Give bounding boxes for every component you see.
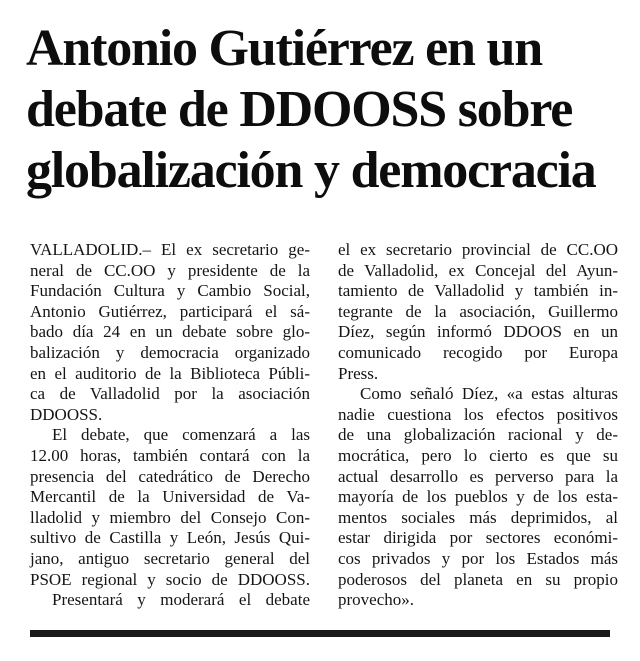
headline-line: Antonio Gutiérrez en un xyxy=(26,20,542,77)
body-line: tamiento de Valladolid y también in- xyxy=(338,281,618,301)
headline xyxy=(26,18,626,201)
article-right-column xyxy=(338,240,618,611)
body-line: Mercantil de la Universidad de Va- xyxy=(30,487,310,507)
body-line: Press. xyxy=(338,363,379,383)
headline-line: globalización y democracia xyxy=(26,142,596,199)
body-line: sultivo de Castilla y León, Jesús Qui- xyxy=(30,528,310,548)
body-line: bado día 24 en un debate sobre glo- xyxy=(30,322,310,342)
body-line: 12.00 horas, también contará con la xyxy=(30,445,310,465)
bottom-rule xyxy=(30,630,610,637)
body-line: de Valladolid, ex Concejal del Ayun- xyxy=(338,260,618,280)
body-line: cos privados y por los Estados más xyxy=(338,548,618,568)
body-line: nadie cuestiona los efectos positivos xyxy=(338,404,618,424)
body-line: VALLADOLID.– El ex secretario ge- xyxy=(30,240,310,259)
body-line: PSOE regional y socio de DDOOSS. xyxy=(30,569,310,589)
body-line: comunicado recogido por Europa xyxy=(338,342,618,362)
body-line: lladolid y miembro del Consejo Con- xyxy=(30,507,310,527)
body-line: el ex secretario provincial de CC.OO xyxy=(338,240,618,259)
body-line: Fundación Cultura y Cambio Social, xyxy=(30,281,310,301)
body-line: DDOOSS. xyxy=(30,404,103,424)
body-line: tegrante de la asociación, Guillermo xyxy=(338,301,618,321)
body-line: en el auditorio de la Biblioteca Públi- xyxy=(30,363,310,383)
headline-line: debate de DDOOSS sobre xyxy=(26,81,573,138)
body-line: mayoría de los pueblos y de los esta- xyxy=(338,487,618,507)
body-line: Presentará y moderará el debate xyxy=(52,590,310,610)
body-line: neral de CC.OO y presidente de la xyxy=(30,260,310,280)
body-line: mocrática, pero lo cierto es que su xyxy=(338,445,618,465)
body-line: Díez, según informó DDOOS en un xyxy=(338,322,618,342)
body-line: de una globalización racional y de- xyxy=(338,425,618,445)
body-line: presencia del catedrático de Derecho xyxy=(30,466,310,486)
body-line: El debate, que comenzará a las xyxy=(52,425,310,445)
body-line: jano, antiguo secretario general del xyxy=(30,548,310,568)
body-line: mentos sociales más deprimidos, al xyxy=(338,507,618,527)
body-line: poderosos del planeta en su propio xyxy=(338,569,618,589)
body-line: Como señaló Díez, «a estas alturas xyxy=(360,384,618,404)
body-line: provecho». xyxy=(338,590,415,610)
body-line: ca de Valladolid por la asociación xyxy=(30,384,310,404)
body-line: estar dirigida por sectores económi- xyxy=(338,528,618,548)
article-left-column xyxy=(30,240,310,611)
body-line: balización y democracia organizado xyxy=(30,342,310,362)
body-line: actual desarrollo es perverso para la xyxy=(338,466,618,486)
body-line: Antonio Gutiérrez, participará el sá- xyxy=(30,301,310,321)
